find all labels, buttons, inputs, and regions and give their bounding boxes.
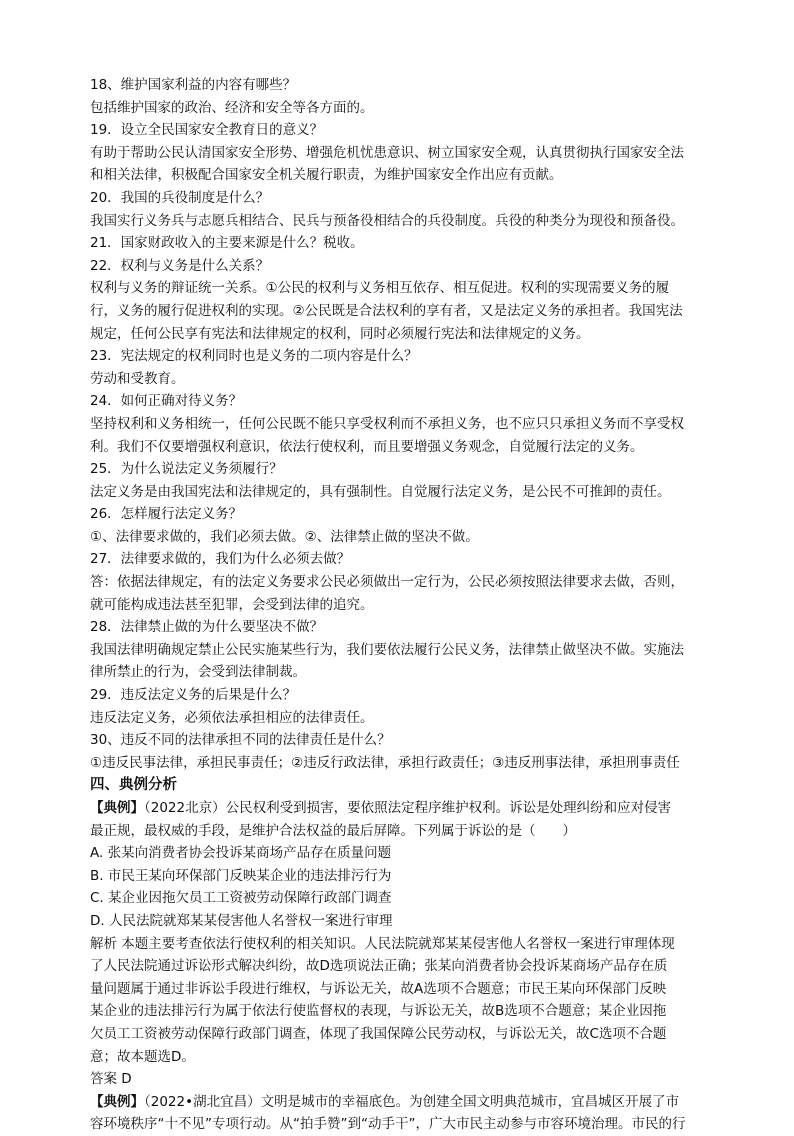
example-1-intro: （2022北京）公民权利受到损害，要依照法定程序维护权利。诉讼是处理纠纷和应对侵害 [144,800,672,816]
text-line: 我国实行义务兵与志愿兵相结合、民兵与预备役相结合的兵役制度。兵役的种类分为现役和预备役。 [90,212,684,229]
text-line: 坚持权利和义务相统一，任何公民既不能只享受权利而不承担义务，也不应只只承担义务而不享受权 [90,415,684,432]
text-line: 和相关法律，积极配合国家安全机关履行职责，为维护国家安全作出应有贡献。 [90,167,563,184]
document-page [90,74,708,1136]
text-line: 包括维护国家的政治、经济和安全等各方面的。 [90,99,374,116]
text-line: 25．为什么说法定义务须履行？ [90,461,283,478]
example-2-body [90,1113,708,1136]
example-line: 了人民法院通过诉讼形式解决纠纷，故D选项说法正确；张某向消费者协会投诉某商场产品存在质 [90,958,668,975]
text-line: 21．国家财政收入的主要来源是什么？税收。 [90,235,364,252]
example-line: 量问题属于通过非诉讼手段进行维权，与诉讼无关，故A选项不合题意；市民王某向环保部门反映 [90,980,667,997]
text-line: 就可能构成违法甚至犯罪，会受到法律的追究。 [90,596,374,613]
text-line: 22．权利与义务是什么关系？ [90,257,270,274]
example-1-tag: 【典例】 [90,800,144,816]
text-line: 20．我国的兵役制度是什么？ [90,189,270,206]
example-line: 答案 D [90,1071,132,1088]
text-line: 利。我们不仅要增强权利意识，依法行使权利，而且要增强义务观念，自觉履行法定的义务。 [90,438,644,455]
example-1-first-line [90,797,708,820]
text-line: 行，义务的履行促进权利的实现。②公民既是合法权利的享有者，又是法定义务的承担者。我国宪法 [90,302,683,319]
text-line: 23．宪法规定的权利同时也是义务的二项内容是什么？ [90,348,418,365]
text-line: 24．如何正确对待义务？ [90,393,243,410]
text-line: ①违反民事法律，承担民事责任；②违反行政法律，承担行政责任；③违反刑事法律，承担刑事责任 [90,754,680,771]
example-line: B. 市民王某向环保部门反映某企业的违法排污行为 [90,867,392,884]
text-line: 律所禁止的行为，会受到法律制裁。 [90,664,306,681]
text-line: 法定义务是由我国宪法和法律规定的，具有强制性。自觉履行法定义务，是公民不可推卸的责任。 [90,483,671,500]
example-line: 解析 本题主要考查依法行使权利的相关知识。人民法院就郑某某侵害他人名誉权一案进行审理体现 [90,935,675,952]
text-line: 30、违反不同的法律承担不同的法律责任是什么？ [90,732,391,749]
text-line: 27．法律要求做的，我们为什么必须去做？ [90,551,351,568]
example-line: A. 张某向消费者协会投诉某商场产品存在质量问题 [90,845,392,862]
example-line: 某企业的违法排污行为属于依法行使监督权的表现，与诉讼无关，故B选项不合题意；某企业因拖 [90,1003,667,1020]
text-line: 权利与义务的辩证统一关系。①公民的权利与义务相互依存、相互促进。权利的实现需要义务的履 [90,280,670,297]
example-2 [90,1091,708,1136]
example-line: 欠员工工资被劳动保障行政部门调查，体现了我国保障公民劳动权，与诉讼无关，故C选项不合题 [90,1025,667,1042]
text-line: 18、维护国家利益的内容有哪些？ [90,77,297,93]
example-line: C. 某企业因拖欠员工工资被劳动保障行政部门调查 [90,890,392,907]
example-line: 意；故本题选D。 [90,1048,195,1065]
example-line: 最正规，最权威的手段，是维护合法权益的最后屏障。下列属于诉讼的是（ ） [90,822,576,839]
example-line: 容环境秩序“十不见”专项行动。从“拍手赞”到“动手干”，广大市民主动参与市容环境治理。市民的行 [90,1116,686,1133]
text-line: 有助于帮助公民认清国家安全形势、增强危机忧患意识、树立国家安全观，认真贯彻执行国家安全法 [90,144,684,161]
example-2-tag: 【典例】 [90,1093,144,1110]
example-line: D. 人民法院就郑某某侵害他人名誉权一案进行审理 [90,912,393,929]
text-line: 19．设立全民国家安全教育日的意义？ [90,122,324,139]
example-1 [90,797,708,1091]
example-1-body [90,820,708,1091]
text-line: 劳动和受教育。 [90,370,185,387]
text-line: 规定，任何公民享有宪法和法律规定的权利，同时必须履行宪法和法律规定的义务。 [90,325,590,342]
example-2-first-line [90,1091,708,1114]
text-line: 26．怎样履行法定义务？ [90,506,243,523]
qa-list [90,74,708,774]
example-2-intro: （2022•湖北宜昌）文明是城市的幸福底色。为创建全国文明典范城市，宜昌城区开展了市 [144,1093,680,1110]
text-line: ①、法律要求做的，我们必须去做。②、法律禁止做的坚决不做。 [90,528,479,545]
text-line: 答：依据法律规定，有的法定义务要求公民必须做出一定行为，公民必须按照法律要求去做，否则， [90,574,684,591]
section-title: 四、典例分析 [90,777,177,794]
text-line: 我国法律明确规定禁止公民实施某些行为，我们要依法履行公民义务，法律禁止做坚决不做。实施法 [90,641,684,658]
text-line: 28．法律禁止做的为什么要坚决不做？ [90,619,324,636]
text-line: 29．违反法定义务的后果是什么？ [90,687,297,704]
text-line: 违反法定义务，必须依法承担相应的法律责任。 [90,709,374,726]
